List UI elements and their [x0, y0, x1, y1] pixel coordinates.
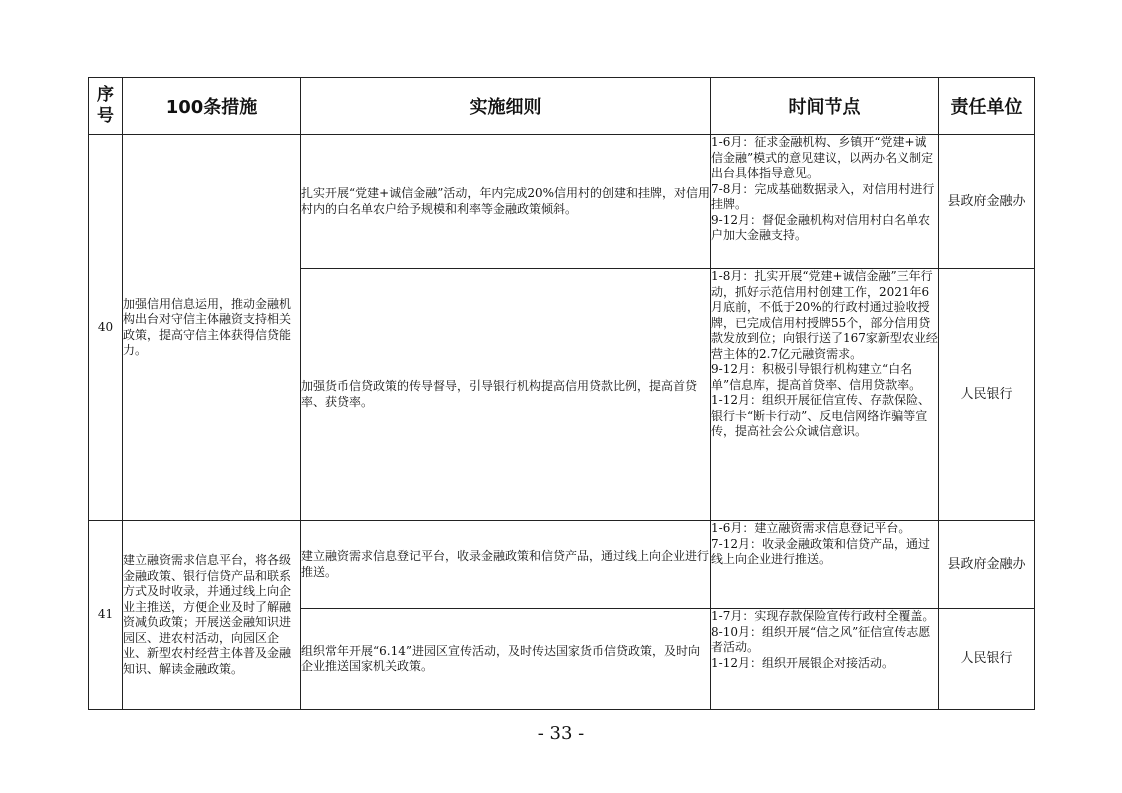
row-number: 41	[89, 521, 123, 710]
header-detail: 实施细则	[301, 78, 711, 135]
responsible-unit-cell: 人民银行	[939, 269, 1035, 521]
header-row	[89, 78, 1035, 135]
detail-cell: 建立融资需求信息登记平台，收录金融政策和信贷产品，通过线上向企业进行推送。	[301, 521, 711, 609]
table-row	[89, 521, 1035, 609]
header-seq: 序号	[89, 78, 123, 135]
measure-cell: 建立融资需求信息平台，将各级金融政策、银行信贷产品和联系方式及时收录，并通过线上向企业主推送，方便企业及时了解融资减负政策；开展送金融知识进园区、进农村活动，向园区企业、新型农村经营主体普及金融知识、解读金融政策。	[123, 521, 301, 710]
table-row	[89, 135, 1035, 269]
page-number: - 33 -	[537, 723, 585, 744]
responsible-unit-cell: 县政府金融办	[939, 135, 1035, 269]
header-timeline: 时间节点	[711, 78, 939, 135]
header-unit: 责任单位	[939, 78, 1035, 135]
responsible-unit-cell: 县政府金融办	[939, 521, 1035, 609]
timeline-cell: 1-7月：实现存款保险宣传行政村全覆盖。 8-10月：组织开展“信之风”征信宣传志愿者活动。 1-12月：组织开展银企对接活动。	[711, 609, 939, 710]
row-number: 40	[89, 135, 123, 521]
measures-table	[88, 77, 1035, 710]
timeline-cell: 1-6月：征求金融机构、乡镇开“党建+诚信金融”模式的意见建议，以两办名义制定出台具体指导意见。 7-8月：完成基础数据录入，对信用村进行挂牌。 9-12月：督促金融机构对信用村白名单农户加大金融支持。	[711, 135, 939, 269]
responsible-unit-cell: 人民银行	[939, 609, 1035, 710]
timeline-cell: 1-6月：建立融资需求信息登记平台。 7-12月：收录金融政策和信贷产品，通过线上向企业进行推送。	[711, 521, 939, 609]
timeline-cell: 1-8月：扎实开展“党建+诚信金融”三年行动，抓好示范信用村创建工作，2021年6月底前，不低于20%的行政村通过验收授牌，已完成信用村授牌55个，部分信用贷款发放到位；向银行送了167家新型农业经营主体的2.7亿元融资需求。 9-12月：积极引导银行机构建立“白名单”信息库，提高首贷率、信用贷款率。 1-12月：组织开展征信宣传、存款保险、银行卡“断卡行动”、反电信网络诈骗等宣传，提高社会公众诚信意识。	[711, 269, 939, 521]
header-measure: 100条措施	[123, 78, 301, 135]
detail-cell: 组织常年开展“6.14”进园区宣传活动，及时传达国家货币信贷政策，及时向企业推送国家机关政策。	[301, 609, 711, 710]
detail-cell: 扎实开展“党建+诚信金融”活动，年内完成20%信用村的创建和挂牌，对信用村内的白名单农户给予规模和利率等金融政策倾斜。	[301, 135, 711, 269]
measure-cell: 加强信用信息运用，推动金融机构出台对守信主体融资支持相关政策，提高守信主体获得信贷能力。	[123, 135, 301, 521]
detail-cell: 加强货币信贷政策的传导督导，引导银行机构提高信用贷款比例，提高首贷率、获贷率。	[301, 269, 711, 521]
